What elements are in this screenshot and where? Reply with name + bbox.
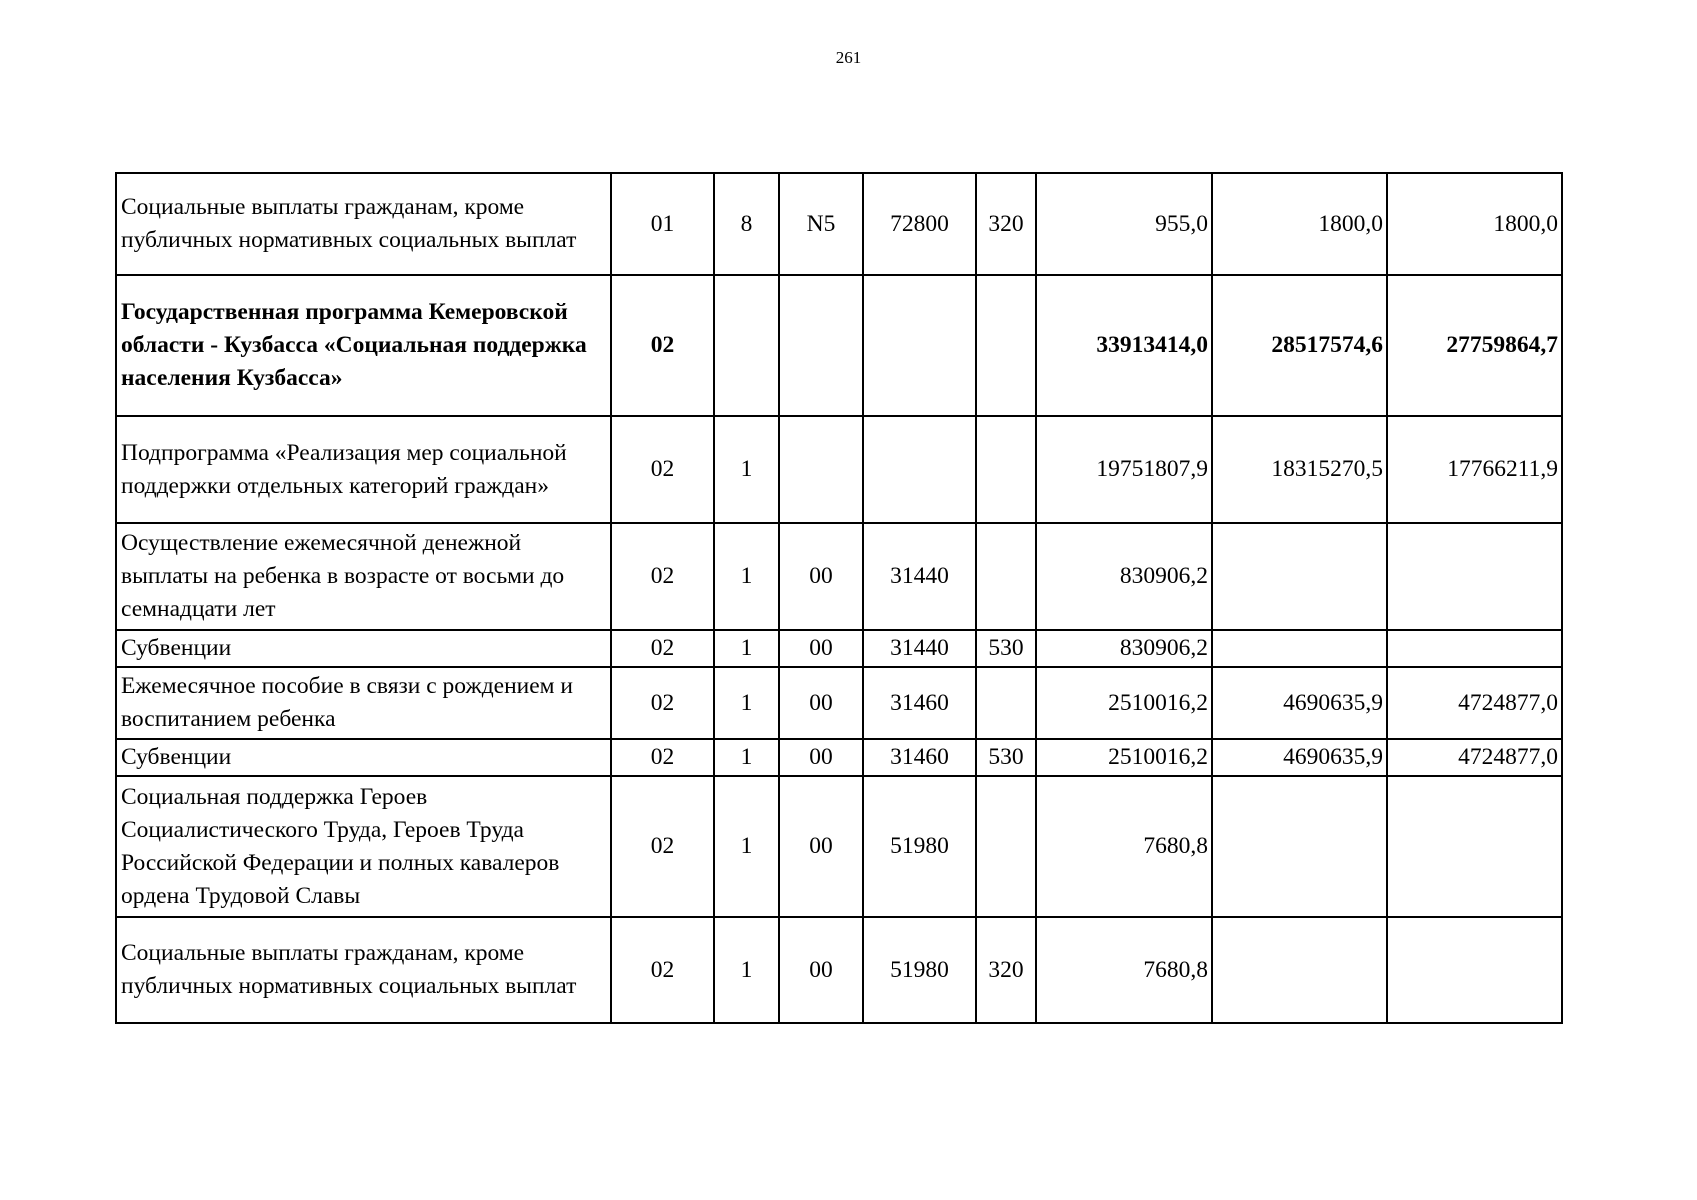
cell-amount-2: 28517574,6 <box>1212 275 1387 416</box>
cell-amount-1: 955,0 <box>1036 173 1212 275</box>
cell-amount-1: 2510016,2 <box>1036 739 1212 776</box>
cell-amount-1: 830906,2 <box>1036 630 1212 667</box>
row-name: Субвенции <box>116 739 611 776</box>
cell-expense-type: 320 <box>976 917 1036 1023</box>
cell-expense-type: 530 <box>976 630 1036 667</box>
cell-program: 1 <box>714 416 779 523</box>
budget-table <box>115 172 1563 1024</box>
cell-amount-2: 18315270,5 <box>1212 416 1387 523</box>
cell-subprogram: 00 <box>779 917 863 1023</box>
cell-amount-2 <box>1212 917 1387 1023</box>
cell-amount-2: 1800,0 <box>1212 173 1387 275</box>
cell-expense-type <box>976 776 1036 917</box>
cell-section: 02 <box>611 667 714 739</box>
row-name: Субвенции <box>116 630 611 667</box>
table-row <box>116 667 1562 739</box>
table-row <box>116 739 1562 776</box>
cell-amount-3: 27759864,7 <box>1387 275 1562 416</box>
cell-expense-type <box>976 523 1036 630</box>
cell-section: 02 <box>611 630 714 667</box>
cell-subprogram: 00 <box>779 776 863 917</box>
row-name: Государственная программа Кемеровской области - Кузбасса «Социальная поддержка населения Кузбасса» <box>116 275 611 416</box>
table-row <box>116 523 1562 630</box>
cell-program: 1 <box>714 739 779 776</box>
cell-subprogram: 00 <box>779 523 863 630</box>
cell-program <box>714 275 779 416</box>
cell-direction <box>863 275 976 416</box>
cell-amount-2 <box>1212 630 1387 667</box>
cell-section: 02 <box>611 917 714 1023</box>
cell-amount-2 <box>1212 523 1387 630</box>
cell-direction: 31460 <box>863 739 976 776</box>
table-row <box>116 173 1562 275</box>
cell-amount-3: 4724877,0 <box>1387 667 1562 739</box>
cell-expense-type: 530 <box>976 739 1036 776</box>
cell-amount-3 <box>1387 630 1562 667</box>
cell-subprogram <box>779 275 863 416</box>
cell-expense-type <box>976 667 1036 739</box>
cell-amount-1: 830906,2 <box>1036 523 1212 630</box>
cell-amount-3: 17766211,9 <box>1387 416 1562 523</box>
cell-amount-3 <box>1387 917 1562 1023</box>
cell-section: 02 <box>611 416 714 523</box>
cell-amount-1: 33913414,0 <box>1036 275 1212 416</box>
cell-amount-3 <box>1387 523 1562 630</box>
cell-amount-3: 4724877,0 <box>1387 739 1562 776</box>
cell-subprogram: N5 <box>779 173 863 275</box>
cell-subprogram: 00 <box>779 739 863 776</box>
cell-section: 02 <box>611 275 714 416</box>
cell-direction <box>863 416 976 523</box>
cell-amount-1: 19751807,9 <box>1036 416 1212 523</box>
cell-direction: 31440 <box>863 630 976 667</box>
cell-expense-type <box>976 416 1036 523</box>
cell-subprogram <box>779 416 863 523</box>
cell-program: 1 <box>714 917 779 1023</box>
cell-amount-1: 7680,8 <box>1036 776 1212 917</box>
table-row <box>116 416 1562 523</box>
cell-amount-3 <box>1387 776 1562 917</box>
cell-amount-1: 2510016,2 <box>1036 667 1212 739</box>
table-row <box>116 275 1562 416</box>
cell-subprogram: 00 <box>779 630 863 667</box>
table-row <box>116 917 1562 1023</box>
row-name: Социальные выплаты гражданам, кроме публичных нормативных социальных выплат <box>116 917 611 1023</box>
cell-amount-2 <box>1212 776 1387 917</box>
row-name: Ежемесячное пособие в связи с рождением и воспитанием ребенка <box>116 667 611 739</box>
cell-expense-type <box>976 275 1036 416</box>
row-name: Социальная поддержка Героев Социалистического Труда, Героев Труда Российской Федерации и полных кавалеров ордена Трудовой Славы <box>116 776 611 917</box>
cell-subprogram: 00 <box>779 667 863 739</box>
cell-program: 1 <box>714 667 779 739</box>
row-name: Подпрограмма «Реализация мер социальной поддержки отдельных категорий граждан» <box>116 416 611 523</box>
cell-program: 1 <box>714 630 779 667</box>
table-row <box>116 776 1562 917</box>
cell-direction: 72800 <box>863 173 976 275</box>
cell-direction: 31440 <box>863 523 976 630</box>
cell-amount-3: 1800,0 <box>1387 173 1562 275</box>
cell-section: 01 <box>611 173 714 275</box>
page-number: 261 <box>835 48 862 67</box>
cell-direction: 31460 <box>863 667 976 739</box>
row-name: Осуществление ежемесячной денежной выплаты на ребенка в возрасте от восьми до семнадцати лет <box>116 523 611 630</box>
cell-program: 1 <box>714 523 779 630</box>
cell-direction: 51980 <box>863 917 976 1023</box>
cell-amount-2: 4690635,9 <box>1212 667 1387 739</box>
cell-expense-type: 320 <box>976 173 1036 275</box>
cell-program: 8 <box>714 173 779 275</box>
cell-direction: 51980 <box>863 776 976 917</box>
cell-amount-2: 4690635,9 <box>1212 739 1387 776</box>
cell-program: 1 <box>714 776 779 917</box>
row-name: Социальные выплаты гражданам, кроме публичных нормативных социальных выплат <box>116 173 611 275</box>
cell-section: 02 <box>611 776 714 917</box>
cell-section: 02 <box>611 739 714 776</box>
cell-section: 02 <box>611 523 714 630</box>
cell-amount-1: 7680,8 <box>1036 917 1212 1023</box>
table-row <box>116 630 1562 667</box>
